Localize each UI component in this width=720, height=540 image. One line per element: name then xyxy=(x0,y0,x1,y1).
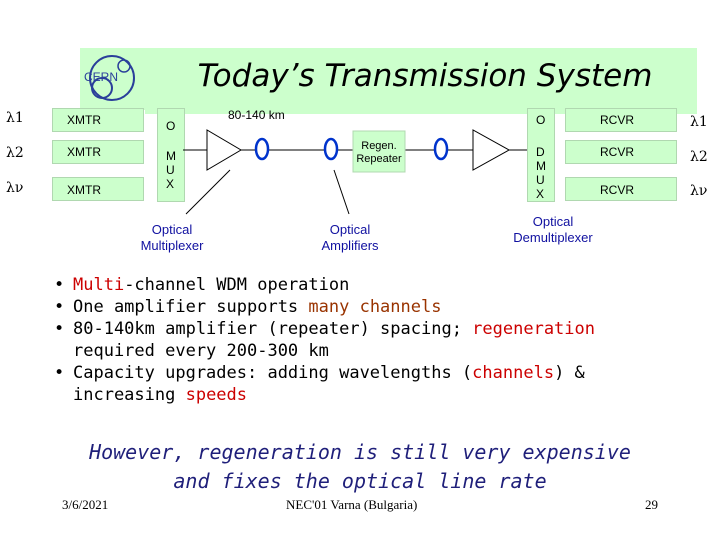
conclusion-line1: However, regeneration is still very expensive xyxy=(89,440,631,464)
amp-caption xyxy=(290,222,410,254)
page-title: Today’s Transmission System xyxy=(197,58,653,94)
lambda-right-3: λν xyxy=(690,183,708,199)
receiver-label-2: RCVR xyxy=(600,145,635,159)
span-label: 80-140 km xyxy=(228,108,285,122)
mux-caption-line2: Multiplexer xyxy=(140,238,204,253)
bullet-4-highlight-2: speeds xyxy=(185,385,248,405)
bullet-2-highlight: many channels xyxy=(308,297,442,317)
bullet-item-1: • Multi-channel WDM operation xyxy=(54,275,350,295)
bullet-3-text: 80-140km amplifier (repeater) spacing; xyxy=(73,319,473,339)
amp-caption-leader xyxy=(334,170,349,214)
demux-letter-o: O xyxy=(536,113,546,127)
transmitter-label-2: XMTR xyxy=(67,145,101,159)
demux-letter-x: X xyxy=(536,187,545,201)
demux-letter-m: M xyxy=(536,159,546,173)
bullet-list xyxy=(48,274,688,406)
lambda-right-2: λ2 xyxy=(690,149,708,165)
bullet-3-highlight: regeneration xyxy=(472,319,595,339)
bullet-4-mid: ) & xyxy=(554,363,585,383)
bullet-1-text: -channel WDM operation xyxy=(124,275,350,295)
fiber-coil-1 xyxy=(256,139,268,159)
amp-caption-line1: Optical xyxy=(329,222,371,237)
bullet-4-line2: increasing xyxy=(73,385,186,405)
demux-caption xyxy=(493,214,613,246)
mux-letter-o: O xyxy=(166,119,176,133)
lambda-left-1: λ1 xyxy=(6,110,24,126)
logo-text: CERN xyxy=(84,70,119,84)
mux-caption-leader xyxy=(186,170,230,214)
fiber-coil-3 xyxy=(435,139,447,159)
transmitter-label-3: XMTR xyxy=(67,183,101,197)
lambda-right-1: λ1 xyxy=(690,114,708,130)
demux-caption-line1: Optical xyxy=(532,214,574,229)
regen-label-line1: Regen. xyxy=(361,140,397,152)
mux-caption xyxy=(112,222,232,254)
conclusion-line2: and fixes the optical line rate xyxy=(173,469,547,493)
mux-letter-u: U xyxy=(166,163,175,177)
bullet-4-text: Capacity upgrades: adding wavelengths ( xyxy=(73,363,473,383)
demux-letter-d: D xyxy=(536,145,545,159)
bullet-item-2: • One amplifier supports many channels xyxy=(54,297,442,317)
mux-letter-m: M xyxy=(166,149,176,163)
bullet-1-highlight: Multi xyxy=(73,275,125,295)
mux-caption-line1: Optical xyxy=(151,222,193,237)
amplifier-triangle-2 xyxy=(473,130,509,170)
conclusion-text xyxy=(60,438,660,496)
bullet-item-4: • Capacity upgrades: adding wavelengths (channels) & increasing speeds xyxy=(54,363,585,405)
bullet-4-highlight-1: channels xyxy=(472,363,555,383)
regen-label-line2: Repeater xyxy=(356,153,402,165)
regen-repeater-label xyxy=(353,140,405,166)
demux-letter-u: U xyxy=(536,173,545,187)
bullet-2-text: One amplifier supports xyxy=(73,297,309,317)
lambda-left-2: λ2 xyxy=(6,145,24,161)
demux-caption-line2: Demultiplexer xyxy=(513,230,593,245)
amplifier-triangle-1 xyxy=(207,130,241,170)
page-number: 29 xyxy=(645,497,658,512)
fiber-coil-2 xyxy=(325,139,337,159)
receiver-label-3: RCVR xyxy=(600,183,635,197)
bullet-item-3: • 80-140km amplifier (repeater) spacing; regeneration required every 200-300 km xyxy=(54,319,595,361)
amp-caption-line2: Amplifiers xyxy=(321,238,379,253)
footer-venue: NEC'01 Varna (Bulgaria) xyxy=(286,497,418,512)
mux-letter-x: X xyxy=(166,177,175,191)
bullet-3-line2: required every 200-300 km xyxy=(73,341,329,361)
lambda-left-3: λν xyxy=(6,180,24,196)
footer-date: 3/6/2021 xyxy=(62,497,109,512)
receiver-label-1: RCVR xyxy=(600,113,635,127)
transmitter-label-1: XMTR xyxy=(67,113,101,127)
